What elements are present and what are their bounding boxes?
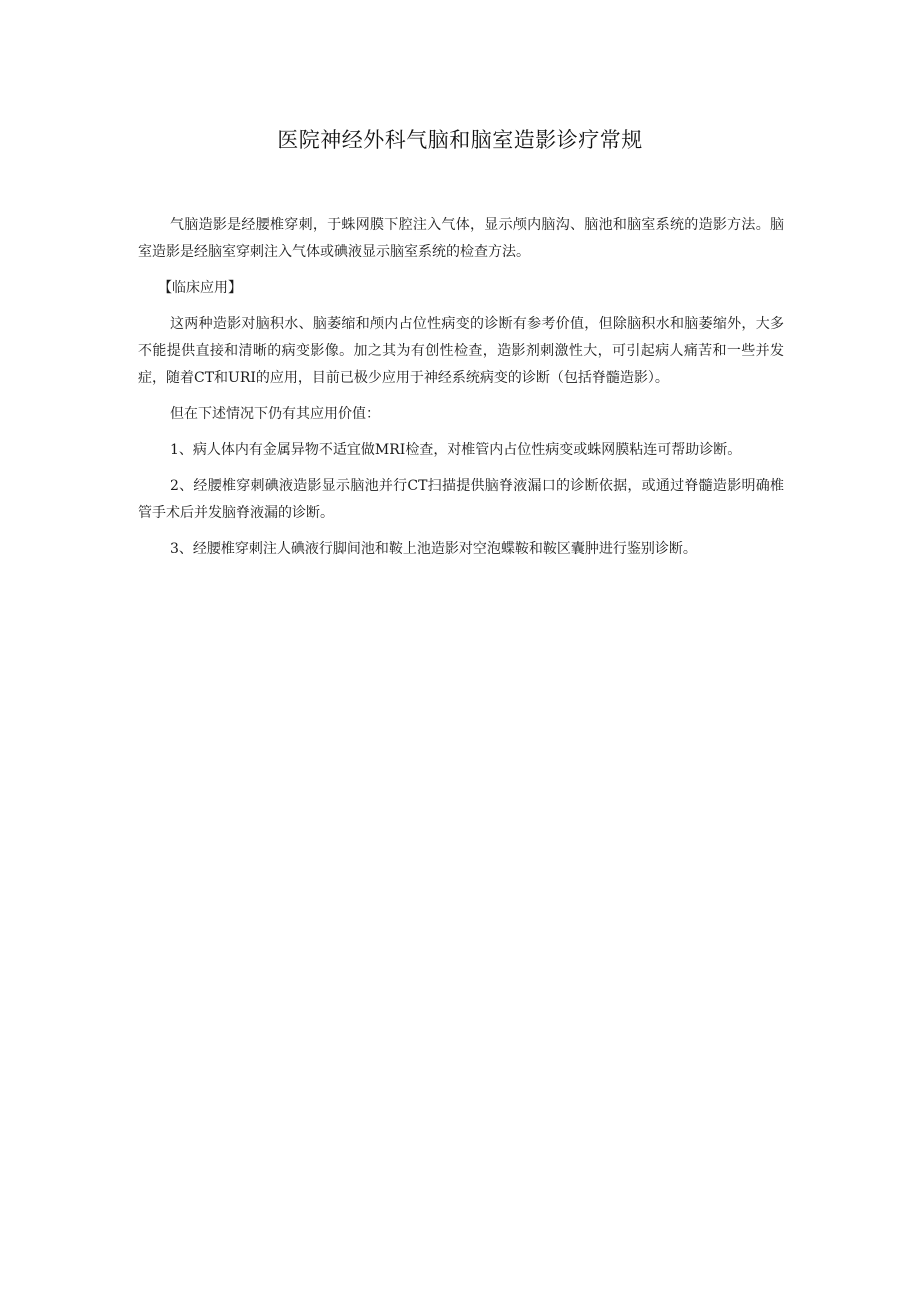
paragraph-clinical-value: 这两种造影对脑积水、脑萎缩和颅内占位性病变的诊断有参考价值，但除脑积水和脑萎缩外，大多不能提供直接和清晰的病变影像。加之其为有创性检查，造影剂刺激性大，可引起病人痛苦和一些并发症，随着CT和URI的应用，目前已极少应用于神经系统病变的诊断（包括脊髓造影）。 xyxy=(138,316,784,386)
list-item-3: 3、经腰椎穿刺注人碘液行脚间池和鞍上池造影对空泡蝶鞍和鞍区囊肿进行鉴别诊断。 xyxy=(170,541,697,557)
list-item-1: 1、病人体内有金属异物不适宜做MRI检查，对椎管内占位性病变或蛛网膜粘连可帮助诊断。 xyxy=(170,442,742,458)
document-body xyxy=(138,212,784,572)
paragraph-application-lead: 但在下述情况下仍有其应用价值： xyxy=(170,406,380,422)
paragraph-intro: 气脑造影是经腰椎穿刺，于蛛网膜下腔注入气体，显示颅内脑沟、脑池和脑室系统的造影方法。脑室造影是经脑室穿刺注入气体或碘液显示脑室系统的检查方法。 xyxy=(138,217,784,260)
list-item-2: 2、经腰椎穿刺碘液造影显示脑池并行CT扫描提供脑脊液漏口的诊断依据，或通过脊髓造影明确椎管手术后并发脑脊液漏的诊断。 xyxy=(138,478,784,521)
section-heading-clinical-application: 【临床应用】 xyxy=(158,280,242,296)
document-title: 医院神经外科气脑和脑室造影诊疗常规 xyxy=(277,128,643,152)
